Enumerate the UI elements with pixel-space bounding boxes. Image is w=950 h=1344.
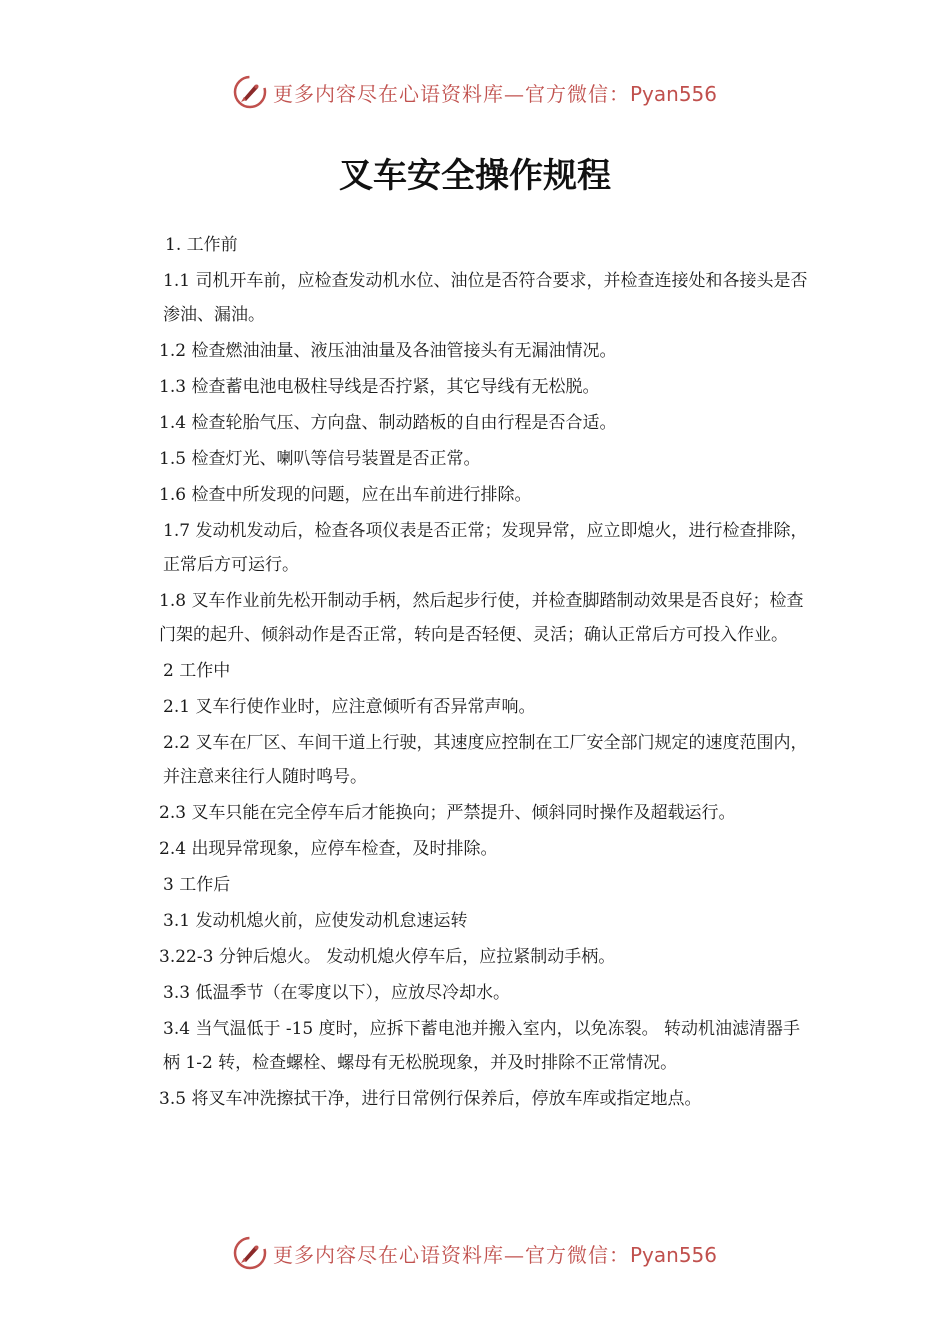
paragraph: 3.22-3 分钟后熄火。 发动机熄火停车后，应拉紧制动手柄。 (159, 947, 616, 967)
paragraph: 3.3 低温季节（在零度以下），应放尽冷却水。 (163, 983, 510, 1003)
banner-text: 更多内容尽在心语资料库—官方微信：Pyan556 (272, 81, 717, 106)
paragraph: 1.6 检查中所发现的问题，应在出车前进行排除。 (159, 485, 532, 505)
paragraph: 1.7 发动机发动后，检查各项仪表是否正常；发现异常，应立即熄火，进行检查排除，正常后方可运行。 (163, 521, 808, 575)
paragraph: 2.3 叉车只能在完全停车后才能换向；严禁提升、倾斜同时操作及超载运行。 (159, 803, 736, 823)
paragraph: 3.1 发动机熄火前，应使发动机怠速运转 (163, 911, 468, 931)
paragraph: 2 工作中 (163, 661, 231, 681)
paragraph: 1.3 检查蓄电池电极柱导线是否拧紧，其它导线有无松脱。 (159, 377, 600, 397)
paragraph: 3.5 将叉车冲洗擦拭干净，进行日常例行保养后，停放车库或指定地点。 (159, 1089, 702, 1109)
paragraph: 3 工作后 (163, 875, 231, 895)
paragraph: 1.4 检查轮胎气压、方向盘、制动踏板的自由行程是否合适。 (159, 413, 617, 433)
paragraph: 1.8 叉车作业前先松开制动手柄，然后起步行使，并检查脚踏制动效果是否良好；检查门架的起升、倾斜动作是否正常，转向是否轻便、灵活；确认正常后方可投入作业。 (159, 591, 804, 645)
paragraph: 3.4 当气温低于 -15 度时，应拆下蓄电池并搬入室内，以免冻裂。 转动机油滤清器手柄 1-2 转，检查螺栓、螺母有无松脱现象，并及时排除不正常情况。 (163, 1019, 801, 1073)
paragraph: 1. 工作前 (165, 235, 238, 255)
pen-nib-logo-icon (233, 75, 267, 109)
paragraph: 1.5 检查灯光、喇叭等信号装置是否正常。 (159, 449, 481, 469)
banner-text: 更多内容尽在心语资料库—官方微信：Pyan556 (272, 1242, 717, 1267)
paragraph: 2.2 叉车在厂区、车间干道上行驶，其速度应控制在工厂安全部门规定的速度范围内，并注意来往行人随时鸣号。 (163, 733, 808, 787)
paragraph: 2.4 出现异常现象，应停车检查，及时排除。 (159, 839, 498, 859)
wechat-id: Pyan556 (629, 81, 717, 106)
document-body (145, 228, 810, 1118)
header-banner (0, 72, 950, 112)
paragraph: 2.1 叉车行使作业时，应注意倾听有否异常声响。 (163, 697, 536, 717)
footer-banner (0, 1233, 950, 1273)
paragraph: 1.1 司机开车前，应检查发动机水位、油位是否符合要求，并检查连接处和各接头是否渗油、漏油。 (163, 271, 808, 325)
paragraph: 1.2 检查燃油油量、液压油油量及各油管接头有无漏油情况。 (159, 341, 617, 361)
pen-nib-logo-icon (233, 1236, 267, 1270)
wechat-id: Pyan556 (629, 1242, 717, 1267)
page-title: 叉车安全操作规程 (339, 156, 611, 196)
